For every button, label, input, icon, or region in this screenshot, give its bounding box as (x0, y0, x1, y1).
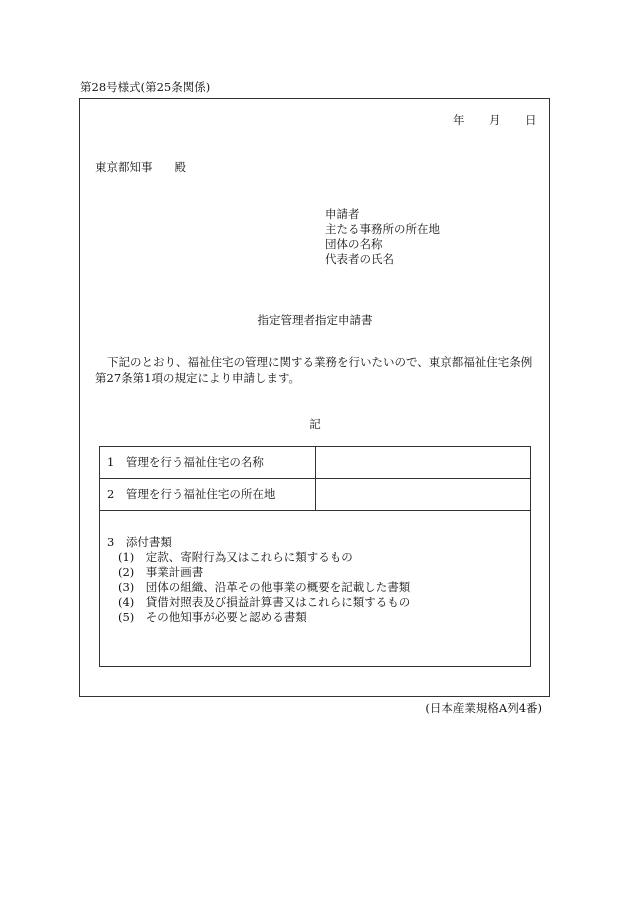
applicant-organization-name-label: 団体の名称 (325, 237, 383, 251)
application-statement-text: 下記のとおり、福祉住宅の管理に関する業務を行いたいので、東京都福祉住宅条例第27条第1項の規定により申請します。 (95, 355, 533, 385)
detail-table (99, 446, 531, 667)
application-statement (95, 354, 535, 386)
ki-label: 記 (309, 417, 321, 431)
date-line (453, 113, 537, 128)
attachment-item: (5) その他知事が必要と認める書類 (118, 610, 307, 624)
attachments-heading: 3 添付書類 (107, 535, 172, 549)
attachment-item: (2) 事業計画書 (118, 565, 204, 579)
applicant-office-address-label: 主たる事務所の所在地 (325, 222, 440, 236)
table-row-facility-address-label: 2 管理を行う福祉住宅の所在地 (107, 487, 276, 501)
attachment-item: (3) 団体の組織、沿革その他事業の概要を記載した書類 (118, 580, 411, 594)
attachment-item: (1) 定款、寄附行為又はこれらに類するもの (118, 550, 353, 564)
addressee (95, 160, 186, 175)
document-title: 指定管理者指定申請書 (257, 313, 373, 327)
date-day-label: 日 (525, 113, 537, 127)
addressee-name: 東京都知事 (95, 160, 153, 174)
attachment-item: (4) 貸借対照表及び損益計算書又はこれらに類するもの (118, 595, 411, 609)
paper-size-note: (日本産業規格A列4番) (425, 701, 542, 715)
table-column-divider (315, 447, 316, 510)
applicant-label: 申請者 (325, 207, 360, 221)
form-number: 第28号様式(第25条関係) (80, 80, 211, 94)
date-month-label: 月 (489, 113, 501, 127)
table-row-divider (100, 510, 530, 511)
date-year-label: 年 (453, 113, 465, 127)
table-row-facility-name-label: 1 管理を行う福祉住宅の名称 (107, 455, 264, 469)
applicant-representative-name-label: 代表者の氏名 (325, 252, 394, 266)
addressee-honorific: 殿 (174, 160, 186, 174)
